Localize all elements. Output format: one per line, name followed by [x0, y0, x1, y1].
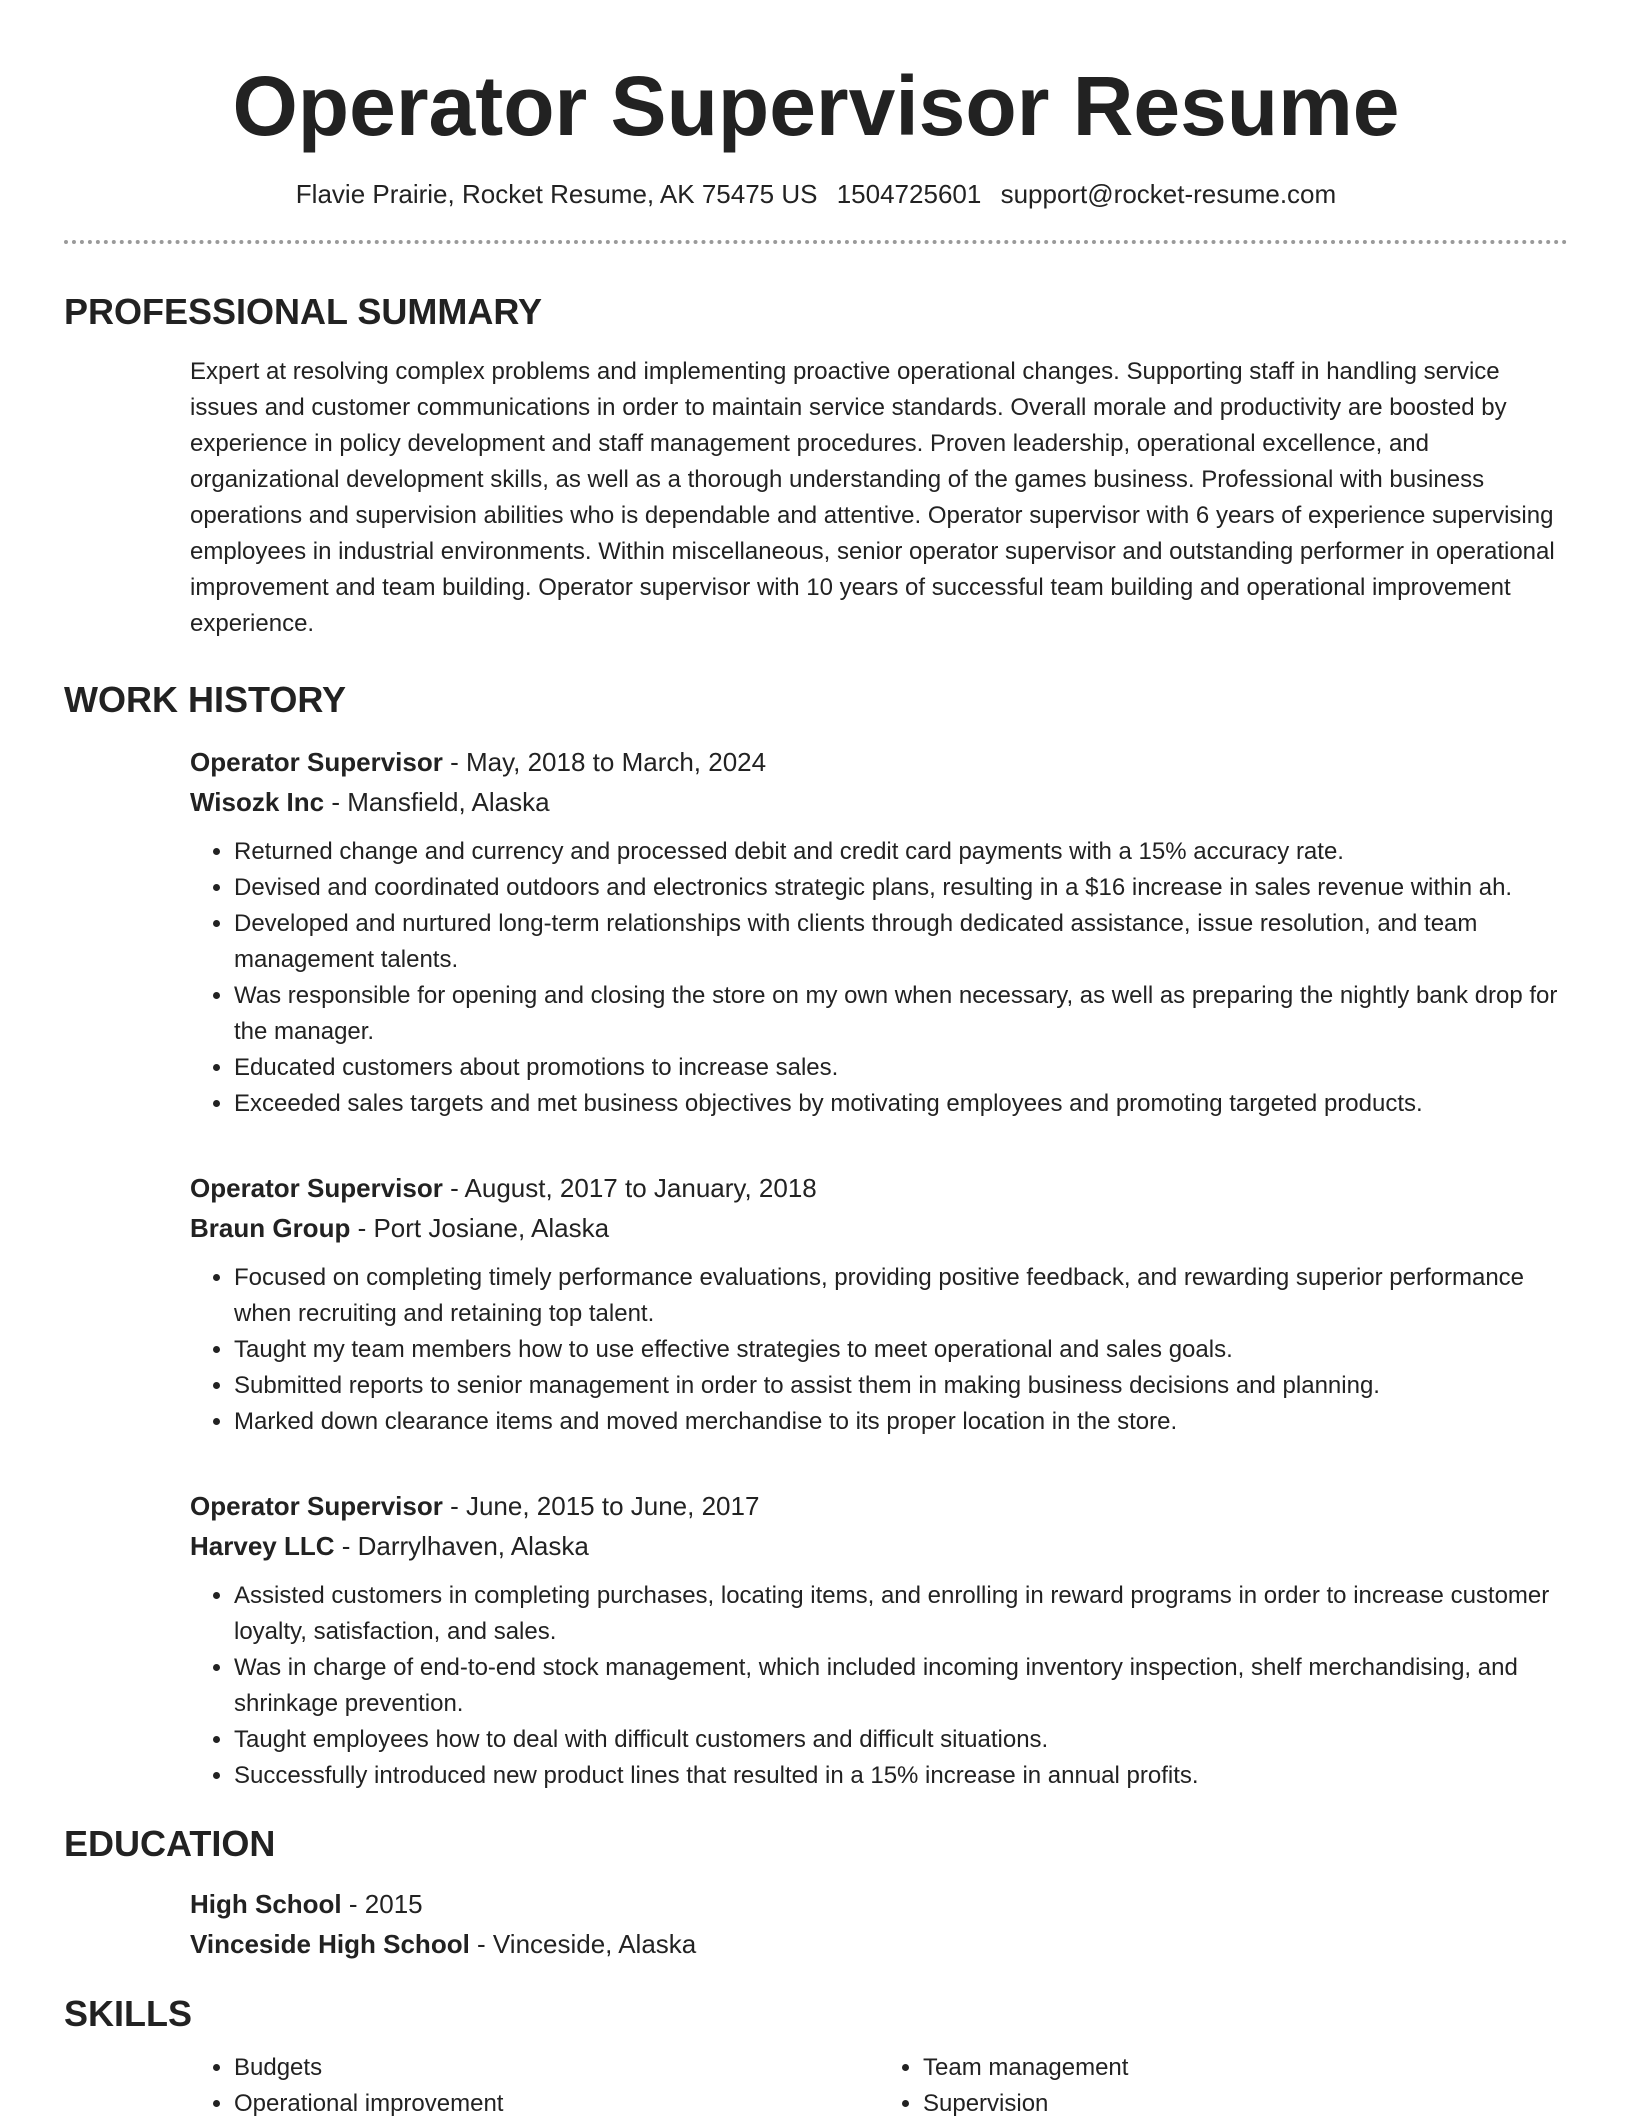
job-title: Operator Supervisor [190, 1173, 443, 1203]
list-item: • Taught employees how to deal with difficult customers and difficult situations. [234, 1722, 1568, 1758]
list-item: • Educated customers about promotions to increase sales. [234, 1050, 1568, 1086]
job-entry [190, 742, 1568, 1122]
summary-text: Expert at resolving complex problems and implementing proactive operational changes. Supporting staff in handling service issues and customer communications in order to maintain service standards. Overall morale and productivity are boosted by experience in policy development and staff management procedures. Proven leadership, operational excellence, and organizational development skills, as well as a thorough understanding of the games business. Professional with business operations and supervision abilities who is dependable and attentive. Operator supervisor with 6 years of experience supervising employees in industrial environments. Within miscellaneous, senior operator supervisor and outstanding performer in operational improvement and team building. Operator supervisor with 10 years of successful team building and operational improvement experience. [190, 358, 1555, 637]
job-title-line [190, 1168, 1568, 1208]
education-heading: EDUCATION [64, 1823, 276, 1864]
job-title: Operator Supervisor [190, 747, 443, 777]
list-item: • Marked down clearance items and moved merchandise to its proper location in the store. [234, 1404, 1568, 1440]
job-title-line [190, 742, 1568, 782]
education-year: - 2015 [341, 1889, 423, 1919]
list-item: • Team management [923, 2050, 1568, 2086]
skills-section [64, 1992, 1568, 2122]
list-item: • Developed and nurtured long-term relationships with clients through dedicated assistance, issue resolution, and team management talents. [234, 906, 1568, 978]
list-item: • Submitted reports to senior management in order to assist them in making business decisions and planning. [234, 1368, 1568, 1404]
list-item: • Returned change and currency and processed debit and credit card payments with a 15% accuracy rate. [234, 834, 1568, 870]
job-title-line [190, 1486, 1568, 1526]
job-entry [190, 1486, 1568, 1794]
education-section [64, 1822, 1568, 1964]
list-item: • Supervision [923, 2086, 1568, 2122]
list-item: • Successfully introduced new product lines that resulted in a 15% increase in annual profits. [234, 1758, 1568, 1794]
contact-line [64, 176, 1568, 212]
work-history-heading: WORK HISTORY [64, 679, 347, 720]
job-bullets [190, 1578, 1568, 1794]
contact-email: support@rocket-resume.com [1000, 179, 1337, 209]
list-item: • Operational improvement [234, 2086, 879, 2122]
education-location: - Vinceside, Alaska [469, 1929, 697, 1959]
job-company: Harvey LLC [190, 1531, 335, 1561]
job-company: Braun Group [190, 1213, 351, 1243]
list-item: • Exceeded sales targets and met business objectives by motivating employees and promoting targeted products. [234, 1086, 1568, 1122]
job-dates: - May, 2018 to March, 2024 [442, 747, 767, 777]
resume-title: Operator Supervisor Resume [232, 59, 1400, 153]
resume-header [64, 0, 1568, 212]
list-item: • Was responsible for opening and closing the store on my own when necessary, as well as preparing the nightly bank drop for the manager. [234, 978, 1568, 1050]
job-company: Wisozk Inc [190, 787, 325, 817]
work-history-body [190, 742, 1568, 1794]
list-item: • Was in charge of end-to-end stock management, which included incoming inventory inspection, shelf merchandising, and shrinkage prevention. [234, 1650, 1568, 1722]
contact-address: Flavie Prairie, Rocket Resume, AK 75475 US [295, 179, 818, 209]
job-bullets [190, 1260, 1568, 1440]
education-school: Vinceside High School [190, 1929, 470, 1959]
job-bullets [190, 834, 1568, 1122]
skills-body [190, 2050, 1568, 2122]
list-item: • Assisted customers in completing purchases, locating items, and enrolling in reward programs in order to increase customer loyalty, satisfaction, and sales. [234, 1578, 1568, 1650]
job-company-line [190, 1208, 1568, 1248]
job-entry [190, 1168, 1568, 1440]
header-divider [64, 240, 1568, 244]
summary-heading: PROFESSIONAL SUMMARY [64, 291, 543, 332]
job-title: Operator Supervisor [190, 1491, 443, 1521]
skills-list-right [879, 2050, 1568, 2122]
job-company-line [190, 782, 1568, 822]
list-item: • Budgets [234, 2050, 879, 2086]
work-history-section [64, 678, 1568, 1794]
education-body [190, 1884, 1568, 1964]
job-location: - Darrylhaven, Alaska [334, 1531, 589, 1561]
job-company-line [190, 1526, 1568, 1566]
job-dates: - August, 2017 to January, 2018 [442, 1173, 817, 1203]
summary-body [190, 354, 1568, 642]
job-location: - Mansfield, Alaska [324, 787, 550, 817]
job-dates: - June, 2015 to June, 2017 [442, 1491, 760, 1521]
list-item: • Taught my team members how to use effective strategies to meet operational and sales goals. [234, 1332, 1568, 1368]
skills-heading: SKILLS [64, 1993, 193, 2034]
summary-section [64, 290, 1568, 642]
education-school-line [190, 1924, 1568, 1964]
education-degree: High School [190, 1889, 342, 1919]
skills-list-left [190, 2050, 879, 2122]
list-item: • Devised and coordinated outdoors and electronics strategic plans, resulting in a $16 increase in sales revenue within ah. [234, 870, 1568, 906]
education-degree-line [190, 1884, 1568, 1924]
list-item: • Focused on completing timely performance evaluations, providing positive feedback, and rewarding superior performance when recruiting and retaining top talent. [234, 1260, 1568, 1332]
contact-phone: 1504725601 [836, 179, 982, 209]
job-location: - Port Josiane, Alaska [350, 1213, 610, 1243]
